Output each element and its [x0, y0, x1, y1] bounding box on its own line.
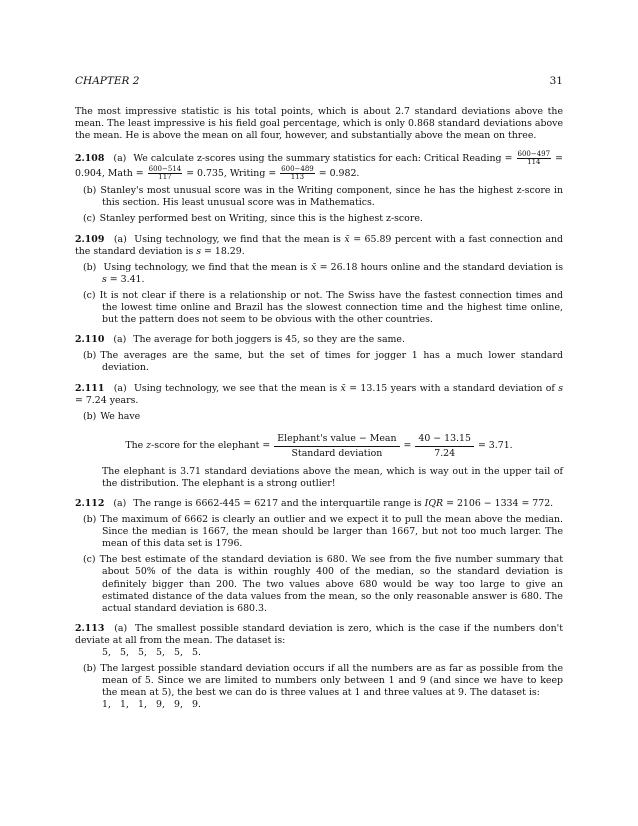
text: Stanley performed best on Writing, since this is the highest z-score.: [99, 213, 423, 225]
fraction-formula: [274, 433, 399, 460]
page-body: [75, 106, 563, 719]
problem-2-108-part-b: [75, 185, 563, 209]
text: = 2106 − 1334 = 772.: [446, 497, 554, 509]
problem-2-109-part-c: [75, 290, 563, 326]
problem-2-111-part-b: [75, 411, 563, 423]
xbar-symbol: x̄: [344, 233, 350, 245]
problem-2-108: [75, 151, 563, 225]
numerator: 600−514: [148, 165, 182, 174]
text: The smallest possible standard deviation is zero, which is the case if the numbers don't deviate at all from the mean. The dataset is:: [75, 622, 563, 646]
data-value: 9,: [174, 699, 183, 711]
z-symbol: z: [146, 440, 152, 452]
part-label: (c): [83, 289, 96, 301]
part-label: (b): [83, 663, 97, 675]
data-value: 1,: [102, 699, 111, 711]
s-symbol: s: [102, 273, 107, 285]
problem-number: 2.113: [75, 622, 105, 634]
text: We have: [100, 410, 141, 422]
problem-2-112-part-a: [75, 498, 563, 510]
text: = 3.41.: [109, 273, 145, 285]
iqr-symbol: IQR: [424, 497, 444, 509]
text: = 18.29.: [204, 245, 245, 257]
dataset-a: [75, 647, 563, 659]
text: = 13.15 years with a standard deviation of: [349, 382, 555, 394]
part-label: (b): [83, 350, 97, 362]
problem-number: 2.112: [75, 497, 105, 509]
text: Stanley's most unusual score was in the Writing component, since he has the highest z-score in this section. His least unusual score was in Mathematics.: [100, 185, 563, 209]
denominator: 7.24: [434, 447, 456, 459]
text: The maximum of 6662 is clearly an outlier and we expect it to pull the mean above the median. Since the median is 1667, the mean should be larger than 1667, but not too much larger. The mean of this data set is 1796.: [100, 514, 563, 550]
z-score-equation: [75, 433, 563, 460]
text: It is not clear if there is a relationship or not. The Swiss have the fastest connection times and the lowest time online and Brazil has the slowest connection time and the highest time online, but the pattern does not seem to be obvious with the other countries.: [99, 289, 563, 326]
data-value: 1,: [138, 699, 147, 711]
problem-number: 2.110: [75, 334, 105, 346]
page-number: 31: [549, 75, 563, 87]
fraction-writing: [280, 166, 315, 181]
data-value: 5.: [192, 647, 201, 658]
part-label: (c): [83, 213, 96, 225]
data-value: 9.: [192, 699, 201, 711]
problem-2-109-part-a: [75, 234, 563, 258]
problem-2-108-part-a: [75, 151, 563, 181]
fraction-math: [148, 166, 183, 181]
problem-number: 2.108: [75, 153, 105, 165]
problem-2-109: [75, 234, 563, 327]
problem-2-110-part-a: [75, 334, 563, 346]
text: The range is 6662-445 = 6217 and the interquartile range is: [133, 497, 422, 509]
text: = 0.735, Writing =: [186, 168, 277, 180]
text: = 7.24 years.: [75, 394, 139, 406]
chapter-title: CHAPTER 2: [75, 75, 140, 87]
problem-2-111: [75, 383, 563, 490]
text: = 0.904, Math =: [75, 153, 564, 180]
numerator: Elephant's value − Mean: [274, 433, 399, 447]
part-label: (b): [83, 514, 97, 526]
part-label: (a): [113, 153, 127, 165]
text: The average for both joggers is 45, so they are the same.: [133, 334, 405, 346]
equation-result: = 3.71.: [477, 440, 513, 452]
s-symbol: s: [196, 245, 202, 257]
part-label: (a): [113, 233, 127, 245]
problem-2-111-conclusion: The elephant is 3.71 standard deviations above the mean, which is way out in the upper tail of the distribution. The elephant is a strong outlier!: [102, 465, 563, 489]
denominator: Standard deviation: [291, 447, 383, 459]
xbar-symbol: x̄: [340, 382, 346, 394]
problem-2-112: [75, 498, 563, 615]
data-value: 5,: [174, 647, 183, 658]
text: The largest possible standard deviation occurs if all the numbers are as far as possible from the mean of 5. Since we are limited to numbers only between 1 and 9 (and since we have to keep the mean at 5), the best we can do is three values at 1 and three values at 9. The dataset is:: [100, 663, 563, 699]
equation-lead: [125, 440, 270, 452]
s-symbol: s: [558, 382, 564, 394]
problem-2-110: [75, 334, 563, 374]
data-value: 5,: [156, 647, 165, 658]
dataset-b: [75, 699, 563, 711]
text: The best estimate of the standard deviation is 680. We see from the five number summary that about 50% of the data is within roughly 400 of the median, so the standard deviation is definitely bigger than 200. The two values above 680 would be way too large to give an estimated distance of the data values from the mean, so the only reasonable answer is 680. The actual standard deviation is 680.3.: [99, 554, 563, 614]
part-label: (a): [114, 622, 128, 634]
data-value: 1,: [120, 699, 129, 711]
problem-2-110-part-b: [75, 350, 563, 374]
fraction-values: [415, 433, 474, 460]
data-value: 5,: [138, 647, 147, 658]
text: We calculate z-scores using the summary statistics for each: Critical Reading =: [133, 153, 513, 165]
text: = 65.89 percent with a fast connection and the standard deviation is: [75, 233, 564, 257]
part-label: (c): [83, 554, 96, 566]
problem-2-113-part-a: [75, 623, 563, 647]
text: = 26.18 hours online and the standard deviation is: [319, 261, 564, 273]
page-header: [75, 75, 563, 91]
data-value: 5,: [102, 647, 111, 658]
denominator: 114: [527, 158, 541, 167]
problem-2-113: [75, 623, 563, 712]
problem-2-108-part-c: [75, 213, 563, 225]
intro-paragraph: The most impressive statistic is his total points, which is about 2.7 standard deviations above the mean. The least impressive is his field goal percentage, which is only 0.868 standard deviations above the mean. He is above the mean on all four, however, and substantially above the mean on three.: [75, 106, 563, 142]
problem-2-112-part-c: [75, 554, 563, 614]
text: Using technology, we find that the mean is: [134, 233, 341, 245]
problem-number: 2.109: [75, 233, 105, 245]
text: The averages are the same, but the set of times for jogger 1 has a much lower standard deviation.: [100, 350, 563, 374]
problem-2-109-part-b: [75, 262, 563, 286]
text: Using technology, we see that the mean is: [134, 382, 338, 394]
numerator: 600−489: [281, 165, 314, 174]
text: Using technology, we find that the mean is: [103, 261, 308, 273]
denominator: 113: [290, 173, 305, 182]
text: -score for the elephant =: [151, 440, 271, 452]
part-label: (a): [113, 382, 127, 394]
equals-sign: =: [403, 440, 412, 452]
xbar-symbol: x̄: [311, 261, 317, 273]
denominator: 117: [158, 173, 172, 182]
problem-2-113-part-b: [75, 663, 563, 699]
part-label: (b): [83, 410, 97, 422]
problem-2-112-part-b: [75, 514, 563, 550]
problem-2-111-part-a: [75, 383, 563, 407]
numerator: 600−497: [517, 150, 551, 159]
part-label: (a): [113, 497, 127, 509]
part-label: (b): [83, 261, 97, 273]
data-value: 9,: [156, 699, 165, 711]
text: = 0.982.: [318, 168, 360, 180]
part-label: (b): [83, 185, 97, 197]
problem-number: 2.111: [75, 382, 105, 394]
fraction-critical-reading: [517, 151, 552, 166]
text: The: [125, 440, 144, 452]
data-value: 5,: [120, 647, 129, 658]
part-label: (a): [113, 334, 127, 346]
numerator: 40 − 13.15: [415, 433, 474, 447]
